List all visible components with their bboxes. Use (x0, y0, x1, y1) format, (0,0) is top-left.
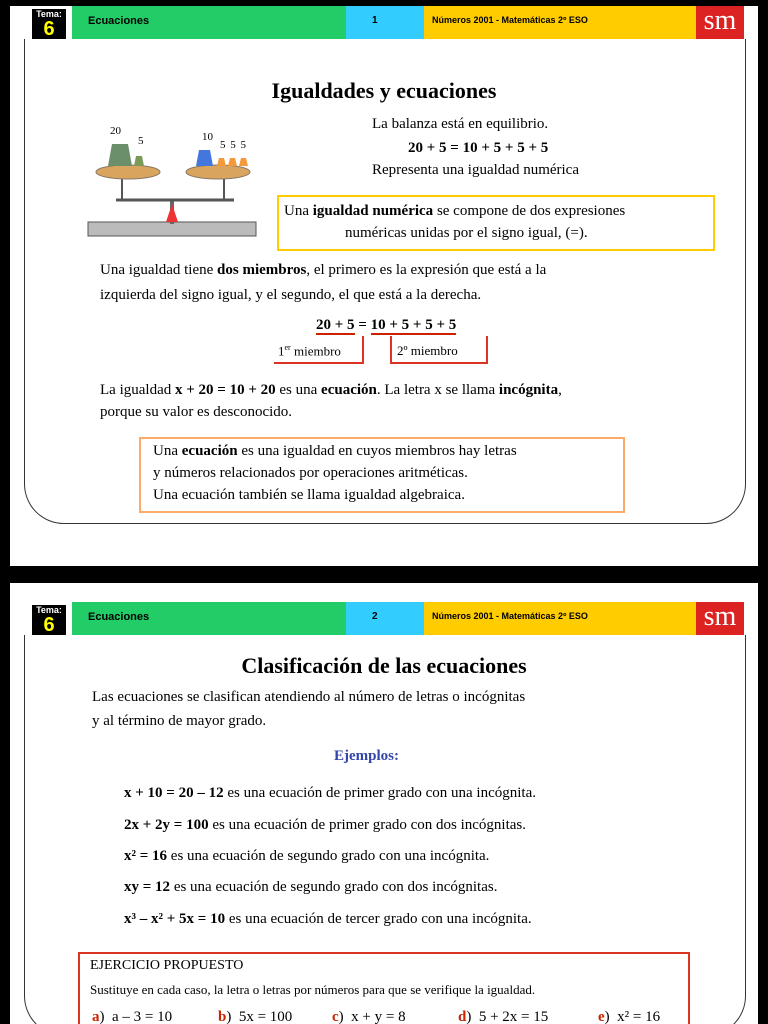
tema-number: 6 (43, 18, 55, 40)
topic-label: Ecuaciones (88, 611, 150, 623)
second-member-label: 2º miembro (397, 343, 458, 358)
members-paragraph-l2: izquierda del signo igual, y el segundo, el que está a la derecha. (100, 287, 482, 303)
tema-number: 6 (43, 614, 55, 636)
page-number: 2 (372, 611, 378, 622)
numeric-equality-definition-box: Una igualdad numérica se compone de dos expresiones numéricas unidas por el signo igual, (=). (277, 195, 715, 251)
example-row: 2x + 2y = 100 es una ecuación de primer grado con dos incógnitas. (124, 817, 527, 833)
examples-heading: Ejemplos: (334, 748, 399, 764)
page-title: Igualdades y ecuaciones (271, 78, 497, 103)
slide-1 (10, 6, 758, 566)
intro-line-1: Las ecuaciones se clasifican atendiendo al número de letras o incógnitas (92, 689, 526, 705)
intro-line-3: Representa una igualdad numérica (372, 162, 579, 178)
exercise-item: e) x² = 16 (598, 1009, 661, 1024)
intro-line-2: y al término de mayor grado. (92, 713, 267, 729)
example-row: xy = 12 es una ecuación de segundo grado con dos incógnitas. (124, 879, 498, 895)
example-row: x³ – x² + 5x = 10 es una ecuación de tercer grado con una incógnita. (124, 911, 532, 927)
exercise-box (78, 952, 690, 1024)
example-row: x + 10 = 20 – 12 es una ecuación de primer grado con una incógnita. (124, 785, 536, 801)
page-number: 1 (372, 15, 378, 26)
first-member-label: 1er miembro (278, 343, 341, 359)
topic-label: Ecuaciones (88, 15, 150, 27)
term-equation: ecuación (181, 443, 238, 459)
slide-header (10, 602, 758, 635)
weight-label-10: 10 (202, 131, 213, 143)
intro-equation: 20 + 5 = 10 + 5 + 5 + 5 (408, 140, 549, 156)
intro-line-1: La balanza está en equilibrio. (372, 116, 549, 132)
weight-label-20: 20 (110, 125, 121, 137)
weight-label-5: 5 (138, 135, 144, 147)
exercise-item: a) a – 3 = 10 (92, 1009, 173, 1024)
exercise-item: d) 5 + 2x = 15 (458, 1009, 549, 1024)
equation-definition-box: Una ecuación es una igualdad en cuyos miembros hay letras y números relacionados por operaciones aritméticas. Una ecuación también se llama igualdad algebraica. (139, 437, 625, 513)
tema-badge (32, 605, 66, 635)
term-numeric-equality: igualdad numérica (312, 203, 434, 219)
members-paragraph-l1: Una igualdad tiene dos miembros, el primero es la expresión que está a la (100, 262, 547, 278)
exercise-instruction: Sustituye en cada caso, la letra o letras por números para que se verifique la igualdad. (90, 982, 536, 997)
equation-paragraph-l1: La igualdad x + 20 = 10 + 20 es una ecuación. La letra x se llama incógnita, (100, 382, 562, 398)
equation-paragraph-l2: porque su valor es desconocido. (100, 404, 293, 420)
tema-label: Tema: (36, 605, 62, 615)
sm-logo: sm (696, 602, 744, 635)
tema-label: Tema: (36, 9, 62, 19)
slide-header (10, 6, 758, 39)
page-title: Clasificación de las ecuaciones (241, 653, 527, 678)
exercise-item: b) 5x = 100 (218, 1009, 293, 1024)
sm-logo: sm (696, 6, 744, 39)
weight-label-5-5-5: 5 5 5 (220, 139, 246, 151)
exercise-heading: EJERCICIO PROPUESTO (90, 958, 244, 973)
tema-badge (32, 9, 66, 39)
members-equation: 20 + 5 = 10 + 5 + 5 + 5 (316, 317, 457, 333)
example-row: x² = 16 es una ecuación de segundo grado con una incógnita. (124, 848, 490, 864)
slide-2 (10, 583, 758, 1024)
book-title: Números 2001 - Matemáticas 2º ESO (432, 15, 588, 25)
exercise-item: c) x + y = 8 (332, 1009, 406, 1024)
book-title: Números 2001 - Matemáticas 2º ESO (432, 611, 588, 621)
